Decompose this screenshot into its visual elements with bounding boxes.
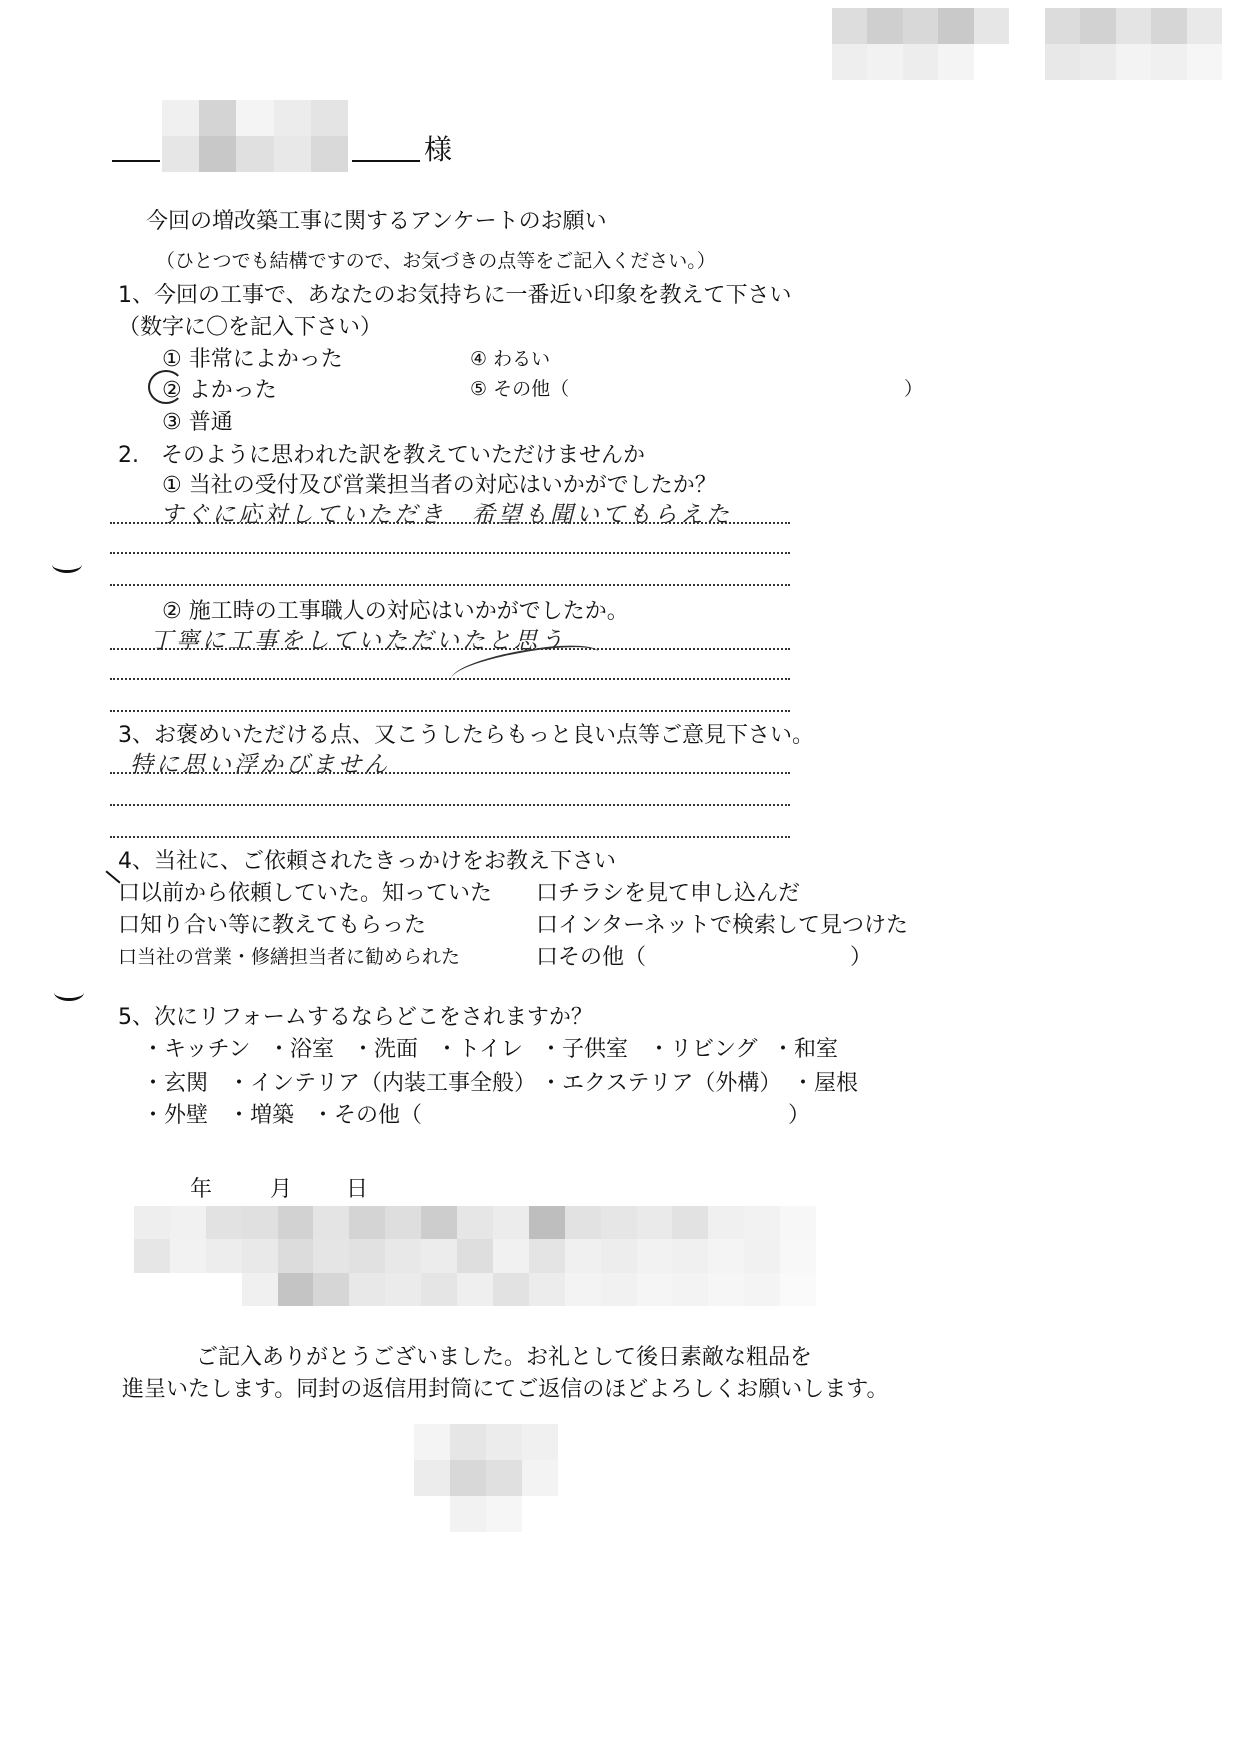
q1-option-other[interactable]: ⑤ その他（ (470, 378, 570, 400)
handwritten-selection-circle (148, 370, 184, 404)
answer-line (110, 804, 790, 806)
answer-line (110, 522, 790, 524)
answer-line (110, 584, 790, 586)
q2-handwritten-answer-2: 丁寧に工事をしていただいたと思う (150, 628, 566, 654)
survey-title: 今回の増改築工事に関するアンケートのお願い (146, 209, 607, 234)
q4-option-prior-client[interactable] (118, 876, 492, 907)
q4-option-flyer[interactable] (536, 876, 800, 907)
q5-option-bathroom[interactable]: ・浴室 (268, 1037, 335, 1062)
q4-option-sales-staff[interactable] (118, 942, 460, 969)
q5-other-close: ） (788, 1103, 811, 1128)
name-underline-left (112, 160, 160, 162)
q4-option-label: チラシを見て申し込んだ (558, 881, 801, 906)
date-day-label: 日 (346, 1177, 369, 1202)
q1-option-very-good[interactable]: ① 非常によかった (162, 347, 343, 372)
checkbox[interactable]: 口 (118, 946, 138, 968)
checkbox[interactable]: 口 (118, 881, 141, 906)
q4-other-close: ） (850, 945, 873, 970)
answer-line (110, 836, 790, 838)
q1-option-other-close: ） (904, 378, 924, 400)
redacted-address-block (134, 1206, 816, 1306)
q4-option-internet[interactable] (536, 908, 908, 939)
q5-option-exterior[interactable]: ・エクステリア（外構） (540, 1071, 782, 1096)
closing-line-1: ご記入ありがとうございました。お礼として後日素敵な粗品を (196, 1345, 813, 1370)
q4-option-other[interactable] (536, 940, 646, 971)
q4-option-label: 知り合い等に教えてもらった (140, 913, 427, 938)
answer-line (110, 552, 790, 554)
q1-question: 1、今回の工事で、あなたのお気持ちに一番近い印象を教えて下さい (118, 283, 792, 308)
q5-option-other[interactable]: ・その他（ (312, 1103, 423, 1128)
date-month-label: 月 (270, 1177, 293, 1202)
q1-option-good[interactable]: ② よかった (162, 378, 277, 403)
punch-hole-mark (54, 984, 84, 1001)
q1-instruction: （数字に〇を記入下さい） (118, 315, 383, 340)
q5-option-childrens-room[interactable]: ・子供室 (540, 1037, 629, 1062)
q1-option-bad[interactable]: ④ わるい (470, 348, 551, 370)
redacted-customer-name (162, 100, 348, 172)
q4-option-label: 以前から依頼していた。知っていた (140, 881, 493, 906)
q5-option-entrance[interactable]: ・玄関 (142, 1071, 209, 1096)
q3-handwritten-answer: 特に思い浮かびません (130, 752, 390, 778)
answer-line (110, 772, 790, 774)
q5-option-washroom[interactable]: ・洗面 (352, 1037, 419, 1062)
q4-option-acquaintance[interactable] (118, 908, 426, 939)
checkbox[interactable]: 口 (536, 881, 559, 906)
q4-option-label: インターネットで検索して見つけた (558, 913, 909, 938)
survey-subtitle: （ひとつでも結構ですので、お気づきの点等をご記入ください。） (156, 250, 716, 272)
q2-question: 2. そのように思われた訳を教えていただけませんか (118, 443, 645, 468)
q5-option-interior[interactable]: ・インテリア（内装工事全般） (228, 1071, 537, 1096)
answer-line (110, 710, 790, 712)
closing-line-2: 進呈いたします。同封の返信用封筒にてご返信のほどよろしくお願いします。 (122, 1377, 889, 1402)
checkbox[interactable]: 口 (118, 913, 141, 938)
q5-option-roof[interactable]: ・屋根 (792, 1071, 859, 1096)
q4-option-label: 当社の営業・修繕担当者に勧められた (137, 946, 461, 968)
q5-option-japanese-room[interactable]: ・和室 (772, 1037, 839, 1062)
name-underline-right (352, 160, 420, 162)
q4-question: 4、当社に、ご依頼されたきっかけをお教え下さい (118, 849, 616, 874)
checkbox[interactable]: 口 (536, 913, 559, 938)
q5-option-extension[interactable]: ・増築 (228, 1103, 295, 1128)
q4-option-label: その他（ (558, 945, 647, 970)
q2-sub-craftsmen: ② 施工時の工事職人の対応はいかがでしたか。 (162, 599, 629, 624)
answer-line (110, 648, 790, 650)
date-year-label: 年 (190, 1177, 213, 1202)
q5-option-outer-wall[interactable]: ・外壁 (142, 1103, 209, 1128)
q5-option-toilet[interactable]: ・トイレ (436, 1037, 523, 1062)
honorific-sama: 様 (424, 133, 453, 166)
redacted-header-block (832, 8, 1222, 80)
q5-question: 5、次にリフォームするならどこをされますか？ (118, 1005, 593, 1030)
punch-hole-mark (52, 556, 82, 573)
redacted-company-stamp (414, 1424, 558, 1532)
q5-option-kitchen[interactable]: ・キッチン (142, 1037, 251, 1062)
q2-sub-sales: ① 当社の受付及び営業担当者の対応はいかがでしたか？ (162, 473, 717, 498)
q1-option-normal[interactable]: ③ 普通 (162, 410, 233, 435)
checkbox[interactable]: 口 (536, 945, 559, 970)
q3-question: 3、お褒めいただける点、又こうしたらもっと良い点等ご意見下さい。 (118, 723, 814, 748)
q2-handwritten-answer-1: すぐに応対していただき 希望も聞いてもらえた (160, 502, 732, 528)
q5-option-living[interactable]: ・リビング (648, 1037, 758, 1062)
